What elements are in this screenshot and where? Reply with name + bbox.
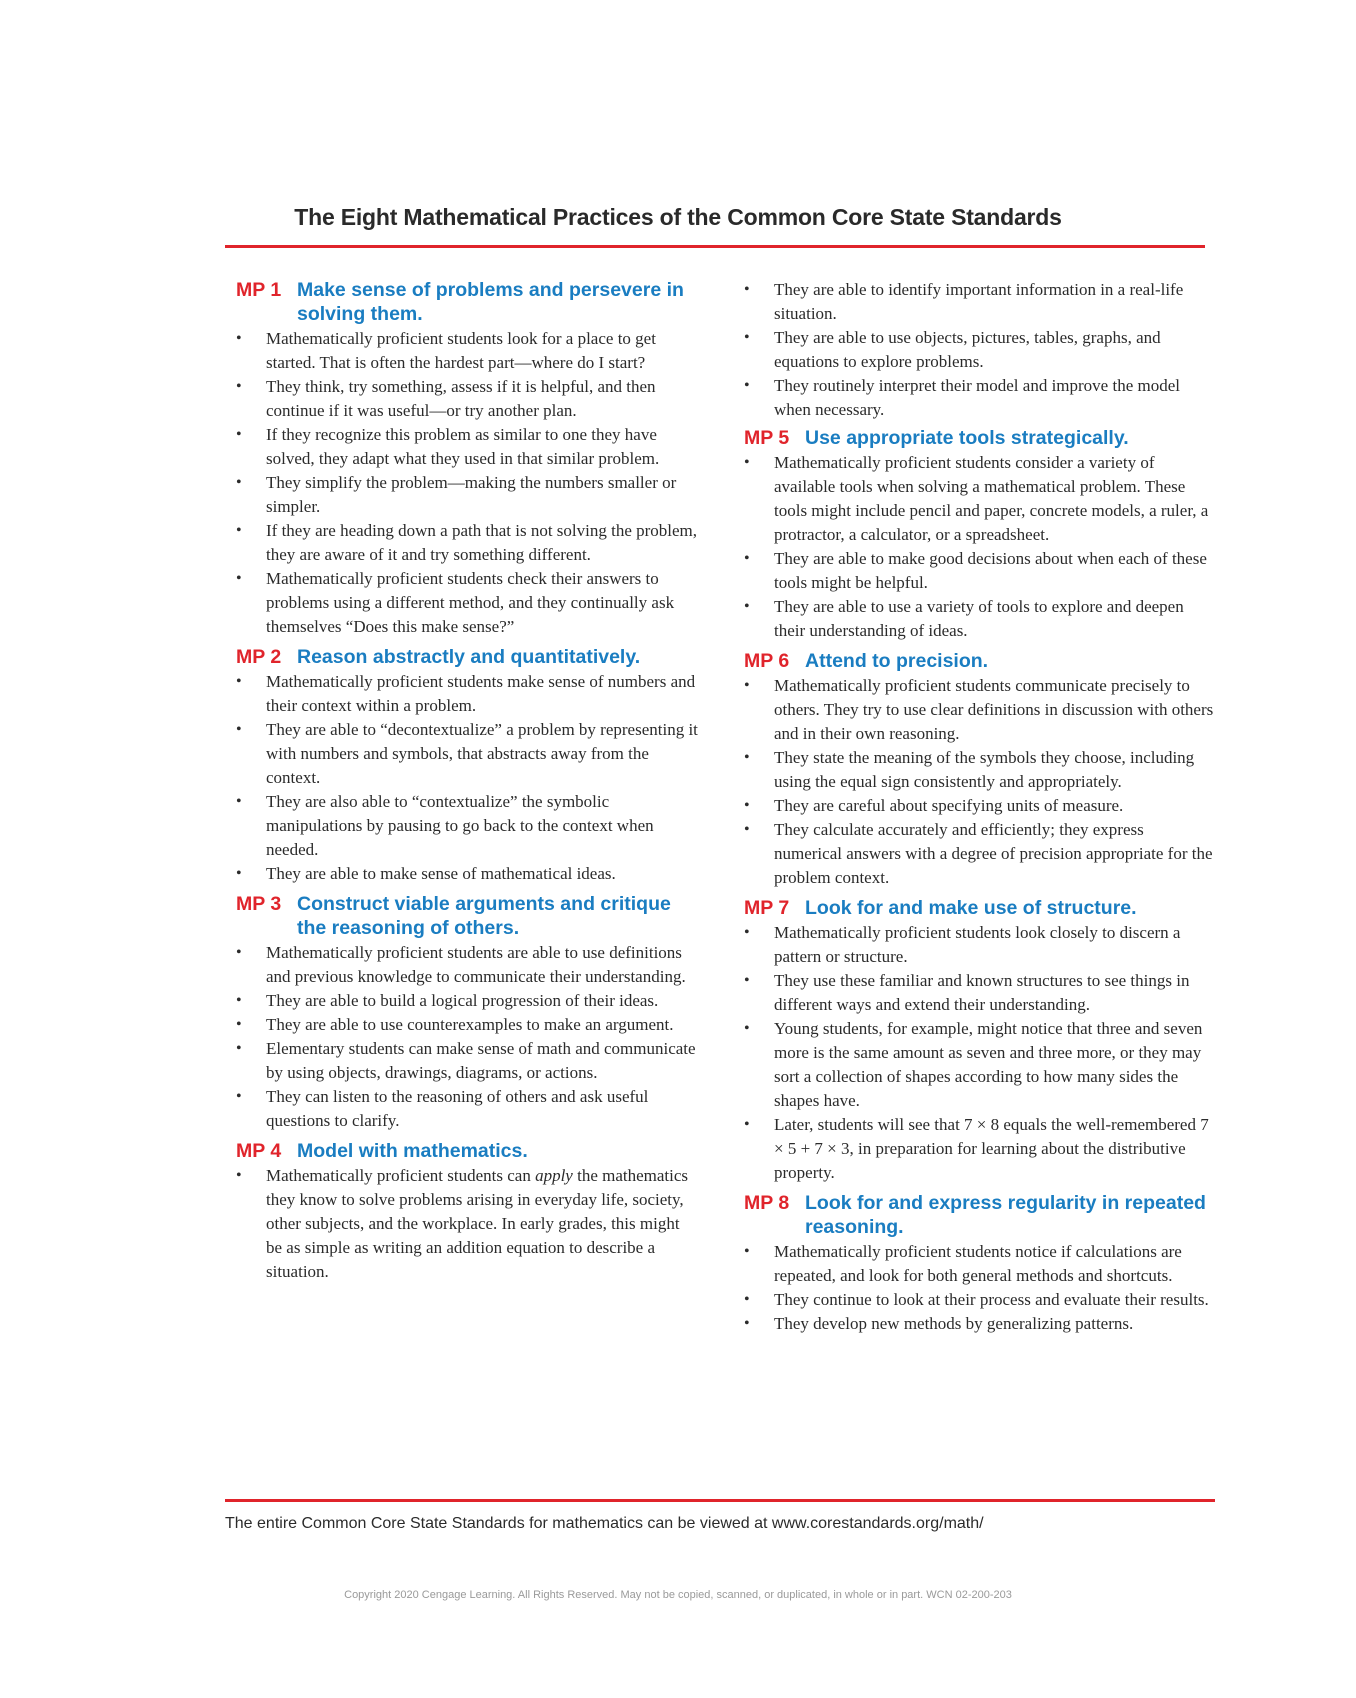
practice-title: Use appropriate tools strategically. <box>805 427 1129 449</box>
bullet-item: • They are able to “decontextualize” a problem by representing it with numbers and symbols, that abstracts away from the context. <box>236 718 698 790</box>
practice-title: Look for and express regularity in repeated reasoning. <box>805 1192 1206 1238</box>
practice-bullets <box>236 941 698 1133</box>
practice-mp3 <box>236 892 698 1133</box>
bullet-text: the mathematics they know to solve problems arising in everyday life, society, other subjects, and the workplace. In early grades, this might be as simple as writing an addition equation to describe a situation. <box>266 1166 689 1281</box>
bullet-item: • Mathematically proficient students look closely to discern a pattern or structure. <box>744 921 1214 969</box>
practice-title: Reason abstractly and quantitatively. <box>297 646 641 668</box>
right-column <box>744 278 1214 1342</box>
practice-bullets <box>236 670 698 886</box>
practice-code: MP 2 <box>236 646 282 668</box>
bullet-item: • If they are heading down a path that is not solving the problem, they are aware of it and try something different. <box>236 519 698 567</box>
bullet-item: • Young students, for example, might notice that three and seven more is the same amount as seven and three more, or they may sort a collection of shapes according to how many sides the shapes have. <box>744 1017 1214 1113</box>
practice-mp4 <box>236 1139 698 1284</box>
bullet-item: • Later, students will see that 7 × 8 equals the well-remembered 7 × 5 + 7 × 3, in preparation for learning about the distributive property. <box>744 1113 1214 1185</box>
bullet-item: • They are able to make good decisions about when each of these tools might be helpful. <box>744 547 1214 595</box>
practice-bullets <box>744 674 1214 890</box>
practice-heading <box>744 1191 1214 1239</box>
practice-code: MP 1 <box>236 279 282 301</box>
bullet-item: • Mathematically proficient students are able to use definitions and previous knowledge to communicate their understanding. <box>236 941 698 989</box>
practice-title: Construct viable arguments and critique the reasoning of others. <box>297 893 671 939</box>
practice-heading <box>236 1139 698 1163</box>
bullet-item: • If they recognize this problem as similar to one they have solved, they adapt what they used in that similar problem. <box>236 423 698 471</box>
practice-code: MP 8 <box>744 1192 790 1214</box>
practice-bullets <box>744 921 1214 1185</box>
bullet-item: • Mathematically proficient students make sense of numbers and their context within a problem. <box>236 670 698 718</box>
bullet-item: • They simplify the problem—making the numbers smaller or simpler. <box>236 471 698 519</box>
bullet-item: • They routinely interpret their model and improve the model when necessary. <box>744 374 1214 422</box>
practice-mp6 <box>744 649 1214 890</box>
bullet-item: • They develop new methods by generalizing patterns. <box>744 1312 1214 1336</box>
practice-code: MP 6 <box>744 650 790 672</box>
bullet-item: • They are able to use objects, pictures, tables, graphs, and equations to explore problems. <box>744 326 1214 374</box>
bullet-item: • They are also able to “contextualize” the symbolic manipulations by pausing to go back to the context when needed. <box>236 790 698 862</box>
practice-heading <box>236 892 698 940</box>
bullet-item: • They continue to look at their process and evaluate their results. <box>744 1288 1214 1312</box>
bullet-text: Mathematically proficient students can <box>266 1166 536 1185</box>
top-divider <box>225 245 1205 248</box>
bullet-item: • They are able to build a logical progression of their ideas. <box>236 989 698 1013</box>
bullet-item: • They are able to identify important information in a real-life situation. <box>744 278 1214 326</box>
bullet-item: • Mathematically proficient students consider a variety of available tools when solving a mathematical problem. These tools might include pencil and paper, concrete models, a ruler, a protractor, a calculator, or a spreadsheet. <box>744 451 1214 547</box>
bullet-item: • They calculate accurately and efficiently; they express numerical answers with a degree of precision appropriate for the problem context. <box>744 818 1214 890</box>
practice-title: Attend to precision. <box>805 650 989 672</box>
bullet-item: • They use these familiar and known structures to see things in different ways and extend their understanding. <box>744 969 1214 1017</box>
bullet-item: • They are able to make sense of mathematical ideas. <box>236 862 698 886</box>
practice-code: MP 3 <box>236 893 282 915</box>
bullet-item: • They are careful about specifying units of measure. <box>744 794 1214 818</box>
bullet-item: • They can listen to the reasoning of others and ask useful questions to clarify. <box>236 1085 698 1133</box>
bullet-item: • They think, try something, assess if it is helpful, and then continue if it was useful—or try another plan. <box>236 375 698 423</box>
practice-title: Make sense of problems and persevere in solving them. <box>297 279 684 325</box>
copyright-notice: Copyright 2020 Cengage Learning. All Rights Reserved. May not be copied, scanned, or duplicated, in whole or in part. WCN 02-200-203 <box>344 1589 1012 1601</box>
footer-note: The entire Common Core State Standards for mathematics can be viewed at www.corestandards.org/math/ <box>225 1515 984 1532</box>
practice-heading <box>744 649 1214 673</box>
practice-mp8 <box>744 1191 1214 1336</box>
practice-bullets <box>236 327 698 639</box>
practice-heading <box>744 426 1214 450</box>
practice-mp1 <box>236 278 698 639</box>
bullet-item: • They are able to use a variety of tools to explore and deepen their understanding of ideas. <box>744 595 1214 643</box>
practice-heading <box>236 278 698 326</box>
right-sections <box>744 426 1214 1336</box>
practice-title: Model with mathematics. <box>297 1140 528 1162</box>
mp4-continued-bullets <box>744 278 1214 422</box>
bottom-divider <box>225 1499 1215 1502</box>
practice-mp7 <box>744 896 1214 1185</box>
bullet-item: • Mathematically proficient students communicate precisely to others. They try to use clear definitions in discussion with others and in their own reasoning. <box>744 674 1214 746</box>
practice-code: MP 5 <box>744 427 790 449</box>
practice-heading <box>744 896 1214 920</box>
practice-mp5 <box>744 426 1214 643</box>
practice-code: MP 7 <box>744 897 790 919</box>
document-title: The Eight Mathematical Practices of the Common Core State Standards <box>294 204 1062 230</box>
practice-heading <box>236 645 698 669</box>
practice-title: Look for and make use of structure. <box>805 897 1137 919</box>
bullet-item: • Mathematically proficient students look for a place to get started. That is often the hardest part—where do I start? <box>236 327 698 375</box>
practice-mp2 <box>236 645 698 886</box>
practice-code: MP 4 <box>236 1140 282 1162</box>
emphasis-text: apply <box>535 1166 573 1185</box>
bullet-item: • They state the meaning of the symbols they choose, including using the equal sign consistently and appropriately. <box>744 746 1214 794</box>
bullet-item: • Mathematically proficient students notice if calculations are repeated, and look for both general methods and shortcuts. <box>744 1240 1214 1288</box>
bullet-item: • Elementary students can make sense of math and communicate by using objects, drawings, diagrams, or actions. <box>236 1037 698 1085</box>
practice-bullets <box>744 451 1214 643</box>
left-column <box>236 278 698 1290</box>
bullet-item <box>236 1164 698 1284</box>
practice-bullets <box>236 1164 698 1284</box>
practice-bullets <box>744 1240 1214 1336</box>
bullet-item: • Mathematically proficient students check their answers to problems using a different method, and they continually ask themselves “Does this make sense?” <box>236 567 698 639</box>
bullet-item: • They are able to use counterexamples to make an argument. <box>236 1013 698 1037</box>
